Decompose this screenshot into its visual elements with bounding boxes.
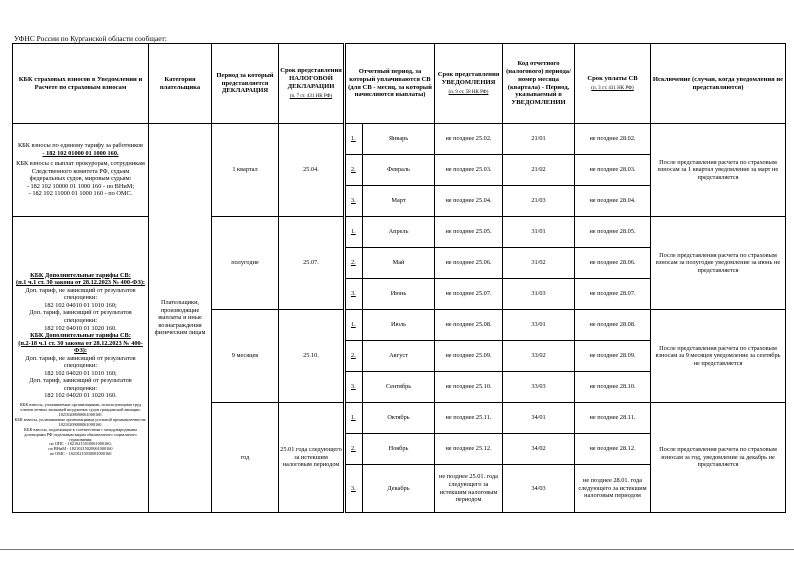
header-pay-deadline: Срок уплаты СВ (п. 3 ст. 431 НК РФ) (575, 44, 651, 124)
pay-deadline: не позднее 28.03. (575, 155, 651, 186)
pay-deadline: не позднее 28.07. (575, 279, 651, 310)
header-decl-deadline: Срок представления НАЛОГОВОЙ ДЕКЛАРАЦИИ (п. 7 ст. 431 НК РФ) (279, 44, 345, 124)
period-code: 31/03 (503, 279, 575, 310)
notice-deadline: не позднее 25.09. (435, 341, 503, 372)
month-number: 1. (345, 310, 363, 341)
notice-deadline: не позднее 25.02. (435, 124, 503, 155)
month-number: 1. (345, 403, 363, 434)
notice-deadline: не позднее 25.01. года следующего за истекшим налоговым периодом (435, 465, 503, 513)
pay-deadline: не позднее 28.12. (575, 434, 651, 465)
notice-deadline: не позднее 25.04. (435, 186, 503, 217)
month-name: Июнь (363, 279, 435, 310)
period-code: 33/01 (503, 310, 575, 341)
decl-deadline: 25.07. (279, 217, 345, 310)
month-number: 2. (345, 155, 363, 186)
month-number: 3. (345, 372, 363, 403)
kbk-code: 182 102 04010 01 1020 160. (44, 324, 117, 332)
month-number: 3. (345, 186, 363, 217)
header-period: Период за который представляется ДЕКЛАРАЦИЯ (212, 44, 279, 124)
period-code: 34/02 (503, 434, 575, 465)
header-decl-deadline-ref: (п. 7 ст. 431 НК РФ) (289, 93, 333, 99)
kbk-code: по ОМС - 18210215030081000160 (49, 451, 112, 457)
pay-deadline: не позднее 28.11. (575, 403, 651, 434)
table-row (13, 217, 786, 248)
month-name: Декабрь (363, 465, 435, 513)
period-code: 21/03 (503, 186, 575, 217)
month-name: Февраль (363, 155, 435, 186)
kbk-code: 182 102 04010 01 1010 160; (44, 301, 117, 309)
header-pay-deadline-ref: (п. 3 ст. 431 НК РФ) (591, 85, 634, 91)
notice-deadline: не позднее 25.06. (435, 248, 503, 279)
kbk-law-ref: (п.2-18 ч.1 ст. 30 закона от 28.12.2023 № 400-ФЗ): (18, 339, 143, 355)
notice-deadline: не позднее 25.03. (435, 155, 503, 186)
month-name: Май (363, 248, 435, 279)
pay-deadline: не позднее 28.05. (575, 217, 651, 248)
kbk-cell-unified (13, 124, 149, 217)
pay-deadline: не позднее 28.10. (575, 372, 651, 403)
kbk-text: Доп. тариф, не зависящий от результатов спецоценки: (25, 286, 136, 302)
pay-deadline: не позднее 28.04. (575, 186, 651, 217)
period-name: 1 квартал (212, 124, 279, 217)
kbk-code: 18210209000061000160. (58, 421, 103, 427)
kbk-code: - 182 102 01000 01 1000 160. (42, 149, 119, 157)
decl-deadline: 25.10. (279, 310, 345, 403)
pay-deadline: не позднее 28.08. (575, 310, 651, 341)
period-code: 31/02 (503, 248, 575, 279)
period-code: 34/03 (503, 465, 575, 513)
month-number: 2. (345, 341, 363, 372)
kbk-text: Доп. тариф, не зависящий от результатов спецоценки: (25, 354, 136, 370)
kbk-code: по ВНиМ - 18210215020061000160 (48, 446, 113, 452)
insurance-payments-table (12, 43, 786, 513)
kbk-text: Доп. тариф, зависящий от результатов спецоценки: (29, 309, 132, 324)
month-number: 3. (345, 465, 363, 513)
header-kbk: КБК страховых взносов в Уведомлении и Расчете по страховым взносам (13, 44, 149, 124)
header-exception: Исключение (случаи, когда уведомления не представляются) (651, 44, 786, 124)
month-number: 1. (345, 124, 363, 155)
period-name: полугодие (212, 217, 279, 310)
period-code: 33/03 (503, 372, 575, 403)
pay-deadline: не позднее 28.01. года следующего за истекшим налоговым периодом (575, 465, 651, 513)
kbk-text: КБК взносы, уплачиваемые организациями угольной промышленности: (14, 416, 147, 422)
period-code: 21/02 (503, 155, 575, 186)
kbk-code: по ОПС - 18210215010061000160; (49, 441, 112, 447)
period-code: 31/01 (503, 217, 575, 248)
month-number: 1. (345, 217, 363, 248)
table-header-row (13, 44, 786, 124)
month-name: Сентябрь (363, 372, 435, 403)
period-name: год (212, 403, 279, 513)
kbk-text: КБК взносы с выплат прокурорам, сотрудникам Следственного комитета РФ, судьям федеральных судов, мировым судьям: (16, 160, 145, 183)
month-number: 3. (345, 279, 363, 310)
kbk-text: КБК взносы, подлежащие в соответствии с международными договорами РФ отдельным видам обязательного социального страхования: (24, 426, 137, 442)
notice-deadline: не позднее 25.12. (435, 434, 503, 465)
pay-deadline: не позднее 28.02. (575, 124, 651, 155)
exception-text: После представления расчета по страховым взносам за 9 месяцев уведомление за сентябрь не представляется (651, 310, 786, 403)
header-notice-deadline-ref: (п. 9 ст. 58 НК РФ) (448, 89, 489, 95)
exception-text: После представления расчета по страховым взносам за полугодие уведомление за июнь не представляется (651, 217, 786, 310)
period-code: 34/01 (503, 403, 575, 434)
kbk-code: 18210208000061000160. (58, 411, 103, 417)
pay-deadline: не позднее 28.09. (575, 341, 651, 372)
month-name: Октябрь (363, 403, 435, 434)
month-name: Август (363, 341, 435, 372)
notice-deadline: не позднее 25.10. (435, 372, 503, 403)
kbk-cell-additional (13, 217, 149, 513)
period-code: 33/02 (503, 341, 575, 372)
kbk-heading: КБК Дополнительные тарифы СВ: (30, 271, 131, 279)
notice-deadline: не позднее 25.05. (435, 217, 503, 248)
month-name: Ноябрь (363, 434, 435, 465)
kbk-code: 182 102 04020 01 1010 160; (44, 369, 117, 377)
period-code: 21/01 (503, 124, 575, 155)
payer-category: Плательщики, производящие выплаты и иные вознаграждения физическим лицам (149, 124, 212, 513)
kbk-text: КБК взносы по единому тарифу за работников (17, 142, 144, 150)
month-number: 2. (345, 434, 363, 465)
notice-deadline: не позднее 25.07. (435, 279, 503, 310)
page-bottom-divider (0, 549, 794, 550)
month-number: 2. (345, 248, 363, 279)
period-name: 9 месяцев (212, 310, 279, 403)
header-period-code: Код отчетного (налогового) периода/номер месяца (квартала) - Период, указываемый в УВЕДОМЛЕНИИ (503, 44, 575, 124)
kbk-heading: КБК Дополнительные тарифы СВ: (30, 332, 131, 340)
month-name: Апрель (363, 217, 435, 248)
month-name: Январь (363, 124, 435, 155)
pay-deadline: не позднее 28.06. (575, 248, 651, 279)
kbk-text: КБК взносы, уплачиваемые организациями, использующими труд членов летных экипажей воздушных судов гражданской авиации: (19, 401, 142, 412)
header-category: Категория плательщика (149, 44, 212, 124)
notice-deadline: не позднее 25.08. (435, 310, 503, 341)
kbk-text: Доп. тариф, зависящий от результатов спецоценки: (29, 377, 132, 392)
notice-deadline: не позднее 25.11. (435, 403, 503, 434)
kbk-code: 182 102 04020 01 1020 160. (44, 392, 117, 400)
kbk-code: - 182 102 11000 01 1000 160 - по ОМС. (28, 190, 133, 198)
header-reporting-period: Отчетный период, за который уплачиваются СВ (для СВ - месяц, за который начисляются выплаты) (345, 44, 435, 124)
intro-text: УФНС России по Курганской области сообщает: (14, 34, 167, 43)
month-name: Июль (363, 310, 435, 341)
header-notice-deadline: Срок представления УВЕДОМЛЕНИЯ (п. 9 ст. 58 НК РФ) (435, 44, 503, 124)
kbk-code: - 182 102 10000 01 1000 160 - по ВНиМ; (26, 182, 135, 190)
table-row (13, 124, 786, 155)
decl-deadline: 25.04. (279, 124, 345, 217)
month-name: Март (363, 186, 435, 217)
decl-deadline: 25.01 года следующего за истекшим налоговым периодом (279, 403, 345, 513)
exception-text: После представления расчета по страховым взносам за год, уведомление за декабрь не представляется (651, 403, 786, 513)
kbk-law-ref: (п.1 ч.1 ст. 30 закона от 28.12.2023 № 400-ФЗ): (15, 279, 146, 287)
exception-text: После представления расчета по страховым взносам за 1 квартал уведомление за март не представляется (651, 124, 786, 217)
